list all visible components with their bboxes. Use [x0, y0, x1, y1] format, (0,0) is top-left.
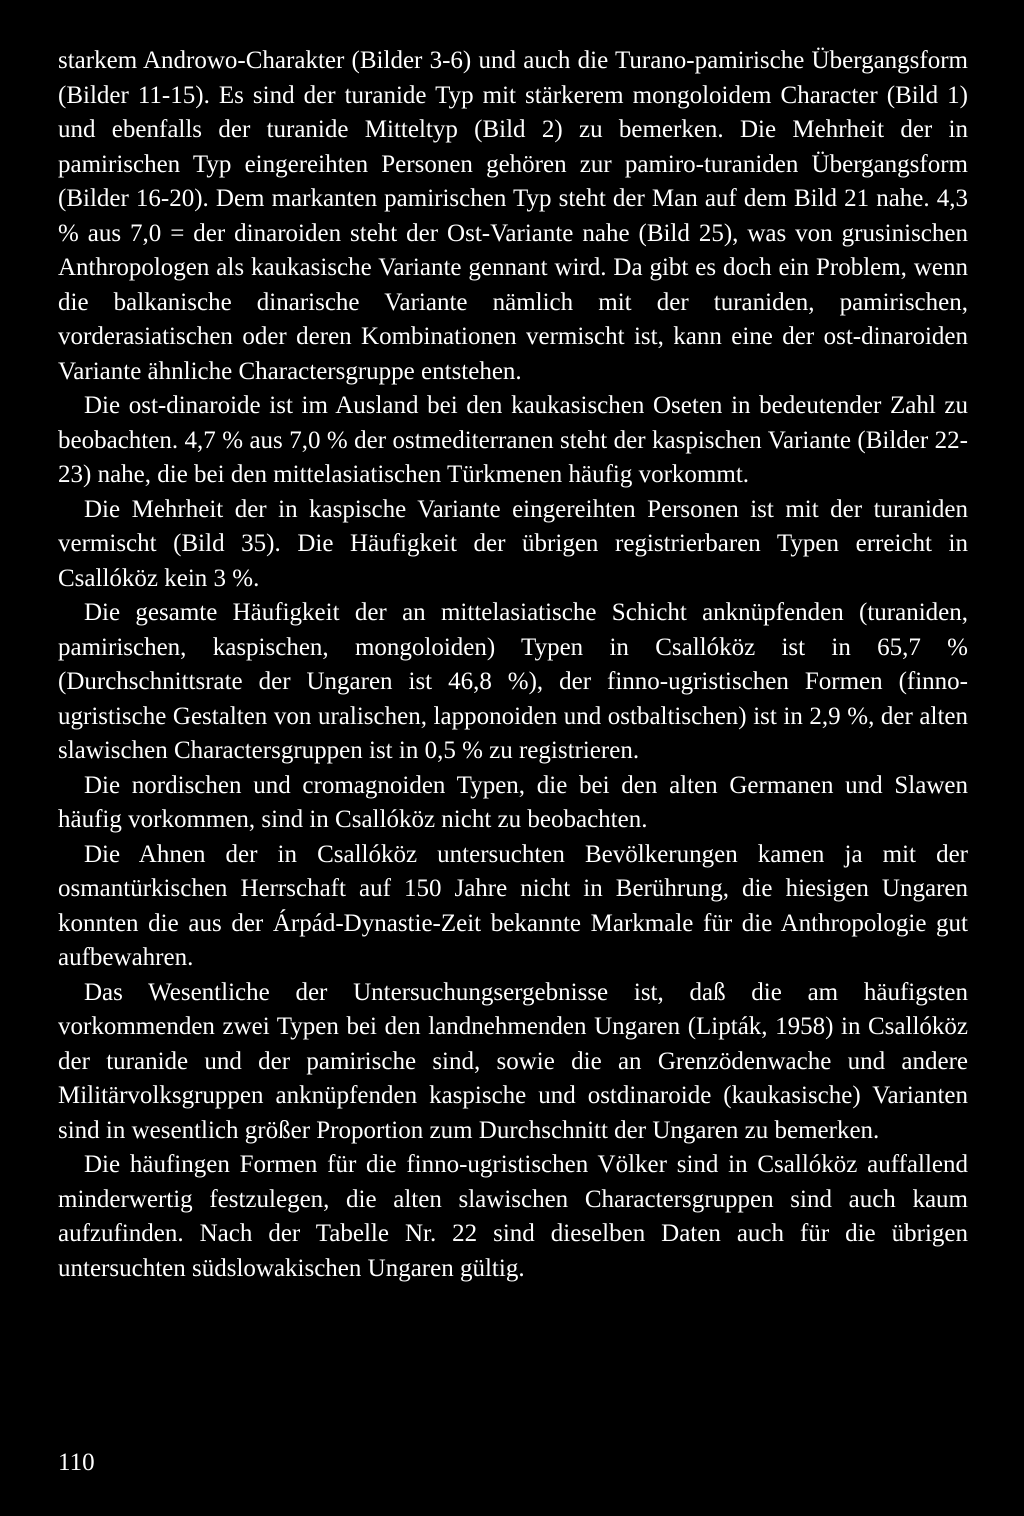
paragraph-7: Das Wesentliche der Untersuchungsergebnisse ist, daß die am häufigsten vorkommenden zwei Typen bei den landnehmenden Ungaren (Lipták, 1958) in Csallóköz der turanide und der pamirische sind, sowie die an Grenzödenwache und andere Militärvolksgruppen anknüpfenden kaspische und ostdinaroide (kaukasische) Varianten sind in wesentlich größer Proportion zum Durchschnitt der Ungaren zu bemerken.: [58, 978, 968, 1144]
paragraph-5: Die nordischen und cromagnoiden Typen, die bei den alten Germanen und Slawen häufig vorkommen, sind in Csallóköz nicht zu beobachten.: [58, 771, 968, 833]
page-number: 110: [58, 1449, 95, 1476]
paragraph-4: Die gesamte Häufigkeit der an mittelasiatische Schicht anknüpfenden (turaniden, pamirischen, kaspischen, mongoloiden) Typen in Csallóköz ist in 65,7 % (Durchschnittsrate der Ungaren ist 46,8 %), der finno-ugristischen Formen (finno-ugristische Gestalten von uralischen, lapponoiden und ostbaltischen) ist in 2,9 %, der alten slawischen Charactersgruppen ist in 0,5 % zu registrieren.: [58, 599, 968, 764]
paragraph-8: Die häufingen Formen für die finno-ugristischen Völker sind in Csallóköz auffallend minderwertig festzulegen, die alten slawischen Charactersgruppen sind auch kaum aufzufinden. Nach der Tabelle Nr. 22 sind dieselben Daten auch für die übrigen untersuchten südslowakischen Ungaren gültig.: [58, 1151, 968, 1282]
page-body-text: [58, 44, 968, 1286]
paragraph-1: starkem Androwo-Charakter (Bilder 3-6) und auch die Turano-pamirische Übergangsform (Bilder 11-15). Es sind der turanide Typ mit stärkerem mongoloidem Character (Bild 1) und ebenfalls der turanide Mitteltyp (Bild 2) zu bemerken. Die Mehrheit der in pamirischen Typ eingereihten Personen gehören zur pamiro-turaniden Übergangsform (Bilder 16-20). Dem markanten pamirischen Typ steht der Man auf dem Bild 21 nahe. 4,3 % aus 7,0 = der dinaroiden steht der Ost-Variante nahe (Bild 25), was von grusinischen Anthropologen als kaukasische Variante gennant wird. Da gibt es doch ein Problem, wenn die balkanische dinarische Variante nämlich mit der turaniden, pamirischen, vorderasiatischen oder deren Kombinationen vermischt ist, kann eine der ost-dinaroiden Variante ähnliche Charactersgruppe entstehen.: [58, 47, 968, 385]
paragraph-3: Die Mehrheit der in kaspische Variante eingereihten Personen ist mit der turaniden vermischt (Bild 35). Die Häufigkeit der übrigen registrierbaren Typen erreicht in Csallóköz kein 3 %.: [58, 495, 968, 592]
paragraph-2: Die ost-dinaroide ist im Ausland bei den kaukasischen Oseten in bedeutender Zahl zu beobachten. 4,7 % aus 7,0 % der ostmediterranen steht der kaspischen Variante (Bilder 22-23) nahe, die bei den mittelasiatischen Türkmenen häufig vorkommt.: [58, 392, 968, 488]
paragraph-6: Die Ahnen der in Csallóköz untersuchten Bevölkerungen kamen ja mit der osmantürkischen Herrschaft auf 150 Jahre nicht in Berührung, die hiesigen Ungaren konnten die aus der Árpád-Dynastie-Zeit bekannte Markmale für die Anthropologie gut aufbewahren.: [58, 840, 968, 971]
